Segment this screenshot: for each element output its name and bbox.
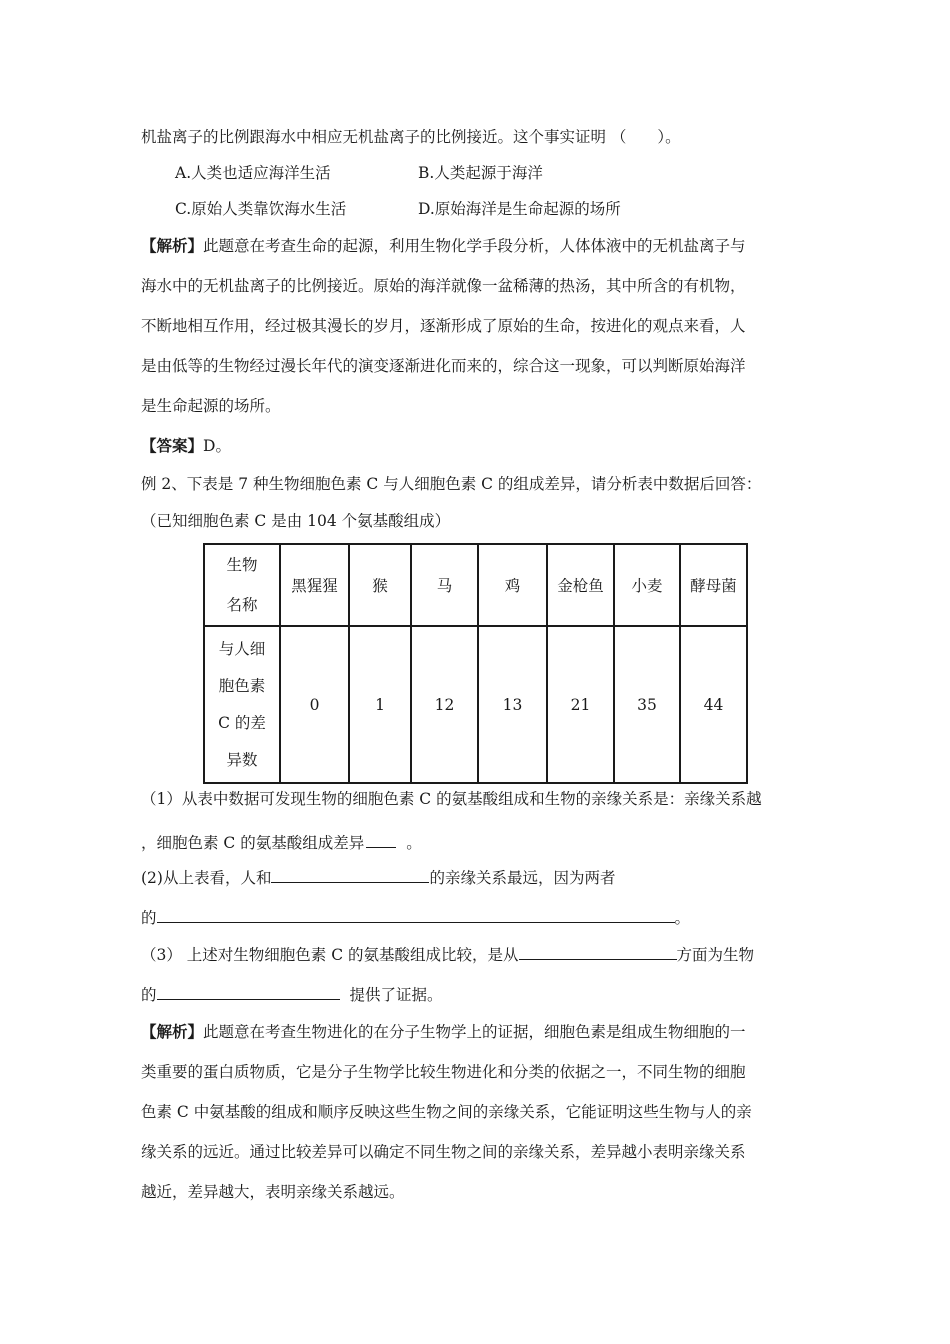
answer-blank[interactable]: [366, 831, 396, 848]
difference-value: 1: [349, 626, 411, 783]
organism-header: 鸡: [478, 544, 547, 626]
table-corner-cell: 生物 名称: [204, 544, 280, 626]
q1-analysis-line: 【解析】此题意在考查生命的起源，利用生物化学手段分析，人体体液中的无机盐离子与: [141, 236, 746, 255]
ex2-note: （已知细胞色素 C 是由 104 个氨基酸组成）: [141, 512, 451, 530]
ex2-analysis-line: 色素 C 中氨基酸的组成和顺序反映这些生物之间的亲缘关系，它能证明这些生物与人的亲: [141, 1103, 752, 1121]
q1-analysis-line: 是由低等的生物经过漫长年代的演变逐渐进化而来的，综合这一现象，可以判断原始海洋: [141, 357, 746, 375]
difference-value: 0: [280, 626, 349, 783]
answer-blank[interactable]: [271, 866, 429, 883]
organism-header: 小麦: [614, 544, 680, 626]
q1-analysis-label: 【解析】: [141, 236, 204, 255]
q1-analysis-line: 海水中的无机盐离子的比例接近。原始的海洋就像一盆稀薄的热汤，其中所含的有机物，: [141, 277, 746, 295]
table-header-row: [204, 544, 747, 626]
q-part2-line2: 的 。: [141, 906, 690, 928]
q1-answer-label: 【答案】: [141, 436, 204, 455]
difference-value: 21: [547, 626, 614, 783]
q-part2-line1: (2)从上表看，人和 的亲缘关系最远，因为两者: [141, 866, 615, 888]
q-part3-line2: 的 提供了证据。: [141, 983, 443, 1005]
organism-header: 马: [411, 544, 478, 626]
q1-option-c: C.原始人类靠饮海水生活: [175, 200, 347, 218]
q1-option-d: D.原始海洋是生命起源的场所: [418, 200, 621, 218]
answer-blank[interactable]: [519, 943, 677, 960]
row-label-cell: 与人细 胞色素 C 的差 异数: [204, 626, 280, 783]
ex2-analysis-label: 【解析】: [141, 1022, 204, 1041]
ex2-title: 例 2、下表是 7 种生物细胞色素 C 与人细胞色素 C 的组成差异，请分析表中数据后回答：: [141, 475, 762, 493]
q1-analysis-line: 是生命起源的场所。: [141, 397, 281, 415]
q1-option-a: A.人类也适应海洋生活: [175, 164, 331, 182]
data-table: [203, 543, 748, 784]
difference-value: 13: [478, 626, 547, 783]
organism-header: 猴: [349, 544, 411, 626]
ex2-analysis-line: 【解析】此题意在考查生物进化的在分子生物学上的证据，细胞色素是组成生物细胞的一: [141, 1022, 746, 1041]
q1-answer-value: D。: [203, 437, 231, 455]
q1-analysis-line: 不断地相互作用，经过极其漫长的岁月，逐渐形成了原始的生命，按进化的观点来看，人: [141, 317, 746, 335]
q1-option-b: B.人类起源于海洋: [418, 164, 543, 182]
answer-blank[interactable]: [157, 906, 675, 923]
organism-header: 酵母菌: [680, 544, 747, 626]
q-part1-line1: （1）从表中数据可发现生物的细胞色素 C 的氨基酸组成和生物的亲缘关系是：亲缘关系越: [141, 790, 762, 808]
q-part3-line1: （3） 上述对生物细胞色素 C 的氨基酸组成比较，是从 方面为生物: [141, 943, 754, 965]
ex2-analysis-line: 缘关系的远近。通过比较差异可以确定不同生物之间的亲缘关系，差异越小表明亲缘关系: [141, 1143, 746, 1161]
difference-value: 35: [614, 626, 680, 783]
organism-header: 金枪鱼: [547, 544, 614, 626]
table-value-row: [204, 626, 747, 783]
difference-value: 44: [680, 626, 747, 783]
answer-blank[interactable]: [157, 983, 340, 1000]
q-part1-line2: ，细胞色素 C 的氨基酸组成差异 。: [141, 831, 422, 853]
ex2-analysis-line: 越近，差异越大，表明亲缘关系越远。: [141, 1183, 405, 1201]
q1-answer: [141, 436, 231, 456]
difference-value: 12: [411, 626, 478, 783]
ex2-analysis-line: 类重要的蛋白质物质，它是分子生物学比较生物进化和分类的依据之一，不同生物的细胞: [141, 1063, 746, 1081]
organism-header: 黑猩猩: [280, 544, 349, 626]
q1-stem: 机盐离子的比例跟海水中相应无机盐离子的比例接近。这个事实证明 （ ）。: [141, 128, 681, 146]
